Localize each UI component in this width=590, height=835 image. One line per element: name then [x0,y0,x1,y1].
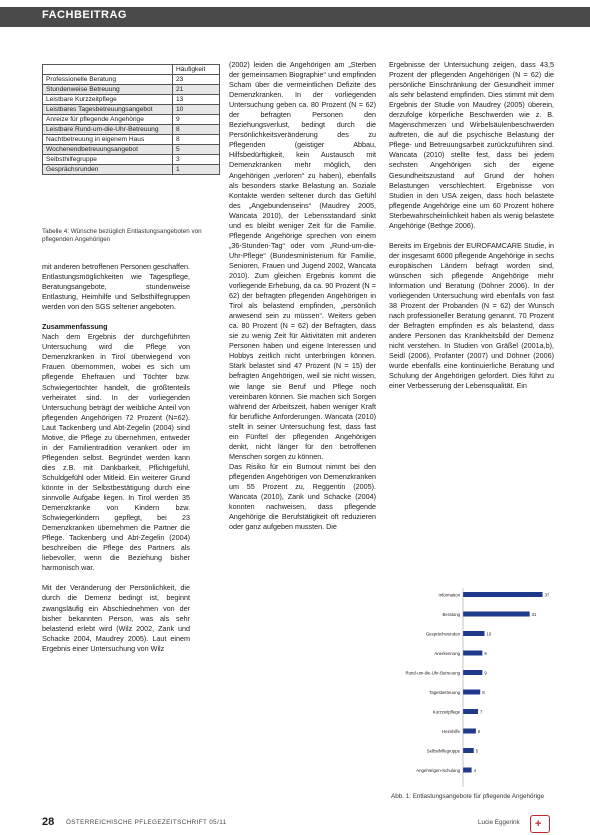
table-cell-label: Leistbares Tagesbetreuungsangebot [43,105,173,115]
chart-bar [463,729,476,734]
chart-bar [463,690,480,695]
chart-category-label: Beratung [442,612,460,617]
table-cell-value: 21 [173,85,220,95]
table-cell-value: 3 [173,155,220,165]
chart-category-label: Selbsthilfegruppe [426,748,460,754]
column-3 [389,60,554,392]
table-cell-value: 13 [173,95,220,105]
table-row [43,105,220,115]
chart-category-label: Angehörigen-Schulung [416,768,460,773]
chart-category-label: Tagesbetreuung [429,690,460,695]
table-cell-value: 8 [173,135,220,145]
chart-caption: Abb. 1: Entlastungsangebote für pflegende Angehörige [391,793,544,800]
table-cell-label: Leistbare Kurzzeitpflege [43,95,173,105]
chart-value-label: 6 [477,729,481,734]
chart-value-label: 7 [480,709,483,715]
page-number: 28 [42,816,55,828]
chart-category-label: Gesprächsrunden [425,631,460,637]
paragraph: Bereits im Ergebnis der EUROFAMCARE Studie, in der insgesamt 6000 pflegende Angehörige in sechs europäischen Ländern befragt worden sind, wünschen sich pflegende Angehörige mehr Information und Beratung (Döhner 2006). In der vorliegenden Untersuchung wird ebenfalls von fast 38 Prozent der Probanden (N = 62) der Wunsch nach professioneller Beratung genannt. 70 Prozent der Befragten empfinden es als belastend, dass andere Personen das Krankheitsbild der Demenz nicht verstehen. In Studien von Gräßel (2001a,b), Seidl (2006), Profanter (2007) und Döhner (2006) wurde ebenfalls eine kontinuierliche Beratung und Schulung der Angehörigen gefordert. Dies führt zu einer Verbesserung der Lebensqualität. Ein [389,240,554,391]
paragraph: mit anderen betroffenen Personen geschaffen. Entlastungsmöglichkeiten wie Tagespflege, Beratungsangebote, stundenweise Entlastung, Heimhilfe und Selbsthilfegruppen werden von den SGS seltener angeboten. [42,262,190,312]
paragraph: Nach dem Ergebnis der durchgeführten Untersuchung wird die Pflege von Demenzkranken in Tirol überwiegend von Frauen übernommen, wobei es sich um pflegende Ehefrauen und Töchter bzw. Schwiegertöchter handelt, die größtenteils verheiratet sind. In der vorliegenden Untersuchung beträgt der weibliche Anteil von pflegenden Angehörigen 72 Prozent (N=62). Laut Tackenberg und Abt-Zegelin (2004) sind Motive, die Pflege zu übernehmen, entweder in der Familientradition verankert oder im Pflegenden selbst. Begründet werden kann dies z.B. mit Dankbarkeit, Pflichtgefühl, Schuldgefühl oder Mitleid. Ein weiterer Grund könnte in der Selbstbestätigung durch eine sinnvolle Aufgabe liegen. In Tirol werden 35 Demenzkranke von Kindern bzw. Schwiegerkindern gepflegt, bei 23 Demenzkranken übernehmen die Partner die Pflege. Tackenberg und Abt-Zegelin (2004) beschreiben die Pflege des Partners als liebevoller, wenn die Beziehung bisher harmonisch war. [42,332,190,573]
chart-bar [463,612,530,617]
column-2 [229,60,376,532]
chart-bar [463,670,482,675]
section-heading-summary: Zusammenfassung [42,322,108,332]
table-caption: Tabelle 4: Wünsche bezüglich Entlastungsangeboten von pflegenden Angehörigen [42,228,202,243]
table-cell-label: Nachtbetreuung in eigenem Haus [43,135,173,145]
table-cell-value: 8 [173,125,220,135]
table-header-frequency: Häufigkeit [173,65,220,75]
chart-bar [463,631,485,636]
column-1 [42,262,190,654]
table-cell-label: Professionelle Beratung [43,75,173,85]
table-row [43,75,220,85]
chart-bar [463,651,482,656]
table-row [43,145,220,155]
page-header [0,0,590,34]
table-row [43,125,220,135]
table-row [43,85,220,95]
chart-bar [463,768,472,773]
relief-chart [391,586,556,791]
publisher-name: Lucie Eggerink [478,819,520,826]
publisher-logo-icon: + [530,815,550,833]
chart-value-label: 9 [484,670,487,676]
chart-category-label: Rund-um-die-Uhr-Betreuung [405,670,460,676]
table-header-row [43,65,220,75]
paragraph: (2002) leiden die Angehörigen am „Sterben der gemeinsamen Biographie“ und empfinden Scham über die vermeintlichen Defizite des Demenzkranken. In der vorliegenden Untersuchung geben ca. 80 Prozent (N = 62) der befragten Personen den Beziehungsverlust, bedingt durch die Persönlichkeitsveränderung des zu Pflegenden (geistiger Abbau, Hilfsbedürftigkeit, kein Austausch mit Demenzkranken mehr möglich, den Angehörigen „verloren“ zu haben), ebenfalls als besonders starke Belastung an. Soziale Kontakte werden seltener durch das Gefühl des „Angebundenseins“ (Maudrey 2005, Wancata 2010), der Lebensstandard sinkt und es bleibt weniger Zeit für die Familie. Pflegende Angehörige sprechen von einem „36-Stunden-Tag“ oder vom „Rund-um-die-Uhr-Pflege“ (Bundesministerium für Familie, Senioren, Frauen und Jugend 2002, Wancata 2010). Zum gleichen Ergebnis kommt die vorliegende Erhebung, da ca. 90 Prozent (N = 62) der befragten pflegenden Angehörigen in Tirol als belastend empfinden, „persönlich anwesend sein zu müssen“. Weiters geben ca. 80 Prozent (N = 62) der Befragten, dass sie zu wenig Zeit für Aktivitäten mit anderen Personen haben und eigene Interessen und Hobbys zeitlich nicht unterbringen können. Stark belastet sind 47 Prozent (N = 15) der befragten Angehörigen, weil sie nicht wissen, wie lange sie Beruf und Pflege noch vereinbaren können. Sie machen sich Sorgen während der Arbeitszeit, haben weniger Kraft für berufliche Anforderungen. Wancata (2010) stellt in seiner Untersuchung fest, dass fast ein Fünftel der pflegenden Angehörigen denkt, nicht länger für den betroffenen Menschen sorgen zu können. [229,60,376,461]
table-row [43,115,220,125]
chart-value-label: 37 [544,592,550,598]
chart-value-label: 10 [486,631,492,637]
table-cell-value: 10 [173,105,220,115]
chart-value-label: 4 [473,768,476,773]
chart-category-label: Anerkennung [434,651,460,656]
chart-value-label: 8 [482,690,485,695]
table-row [43,165,220,175]
table-cell-value: 9 [173,115,220,125]
paragraph: Ergebnisse der Untersuchung zeigen, dass 43,5 Prozent der pflegenden Angehörigen (N = 62) die persönliche Einschränkung der Gesundheit immer als sehr belastend empfinden. Dies stimmt mit dem Ergebnis der Studie von Maudrey (2005) überein, derzufolge körperliche Beschwerden wie z. B. Magenschmerzen und Wirbelsäulenbeschwerden auftreten, die auf die psychische Belastung der Pflege- und Betreuungsarbeit zurückzuführen sind. Wancata (2010) stellte fest, dass bei jedem sechsten Angehörigen sich der eigene Gesundheitszustand auf Grund der hohen Belastungen verschlechtert. Ergebnisse von Studien in den USA zeigen, dass hoch belastete pflegende Angehörige eine um 60 Prozent höhere Sterbewahrscheinlichkeit haben als wenig belastete Angehörige (Bethge 2006). [389,60,554,230]
page-footer [0,812,590,835]
table-cell-value: 5 [173,145,220,155]
table-relief-wishes [42,64,220,175]
chart-bar [463,709,478,714]
paragraph: Mit der Veränderung der Persönlichkeit, die durch die Demenz bedingt ist, beginnt zwangsläufig ein Abschiednehmen von der bisher bekannten Person, was als sehr belastend erlebt wird (Wilz 2002, Zank und Schacke 2004, Maudrey 2005). Laut einem Ergebnis einer Untersuchung von Wilz [42,583,190,653]
journal-title: ÖSTERREICHISCHE PFLEGEZEITSCHRIFT 05/11 [66,819,227,826]
chart-category-label: Kurzzeitpflege [432,709,460,715]
chart-category-label: Heimhilfe [442,729,460,734]
table-header-empty [43,65,173,75]
chart-value-label: 5 [475,748,479,754]
chart-bar [463,748,474,753]
chart-category-label: Information [438,592,460,598]
chart-value-label: 31 [531,612,537,617]
table-cell-label: Leistbare Rund-um-die-Uhr-Betreuung [43,125,173,135]
table-cell-value: 1 [173,165,220,175]
section-title: FACHBEITRAG [42,9,127,21]
paragraph: Das Risiko für ein Burnout nimmt bei den pflegenden Angehörigen von Demenzkranken um 55 Prozent zu, Reggentin (2005). Wancata (2010), Zank und Schacke (2004) konnten nachweisen, dass pflegende Angehörige die Berufstätigkeit oft reduzieren oder ganz aufgeben mussten. Die [229,461,376,532]
table-row [43,95,220,105]
table-cell-value: 23 [173,75,220,85]
chart-value-label: 9 [484,651,487,656]
table-cell-label: Selbsthilfegruppe [43,155,173,165]
table-cell-label: Wochenendbetreuungsangebot [43,145,173,155]
table-cell-label: Gesprächsrunden [43,165,173,175]
chart-bar [463,592,543,597]
table-cell-label: Stundenweise Betreuung [43,85,173,95]
table-row [43,155,220,165]
table-row [43,135,220,145]
table-cell-label: Anreize für pflegende Angehörige [43,115,173,125]
